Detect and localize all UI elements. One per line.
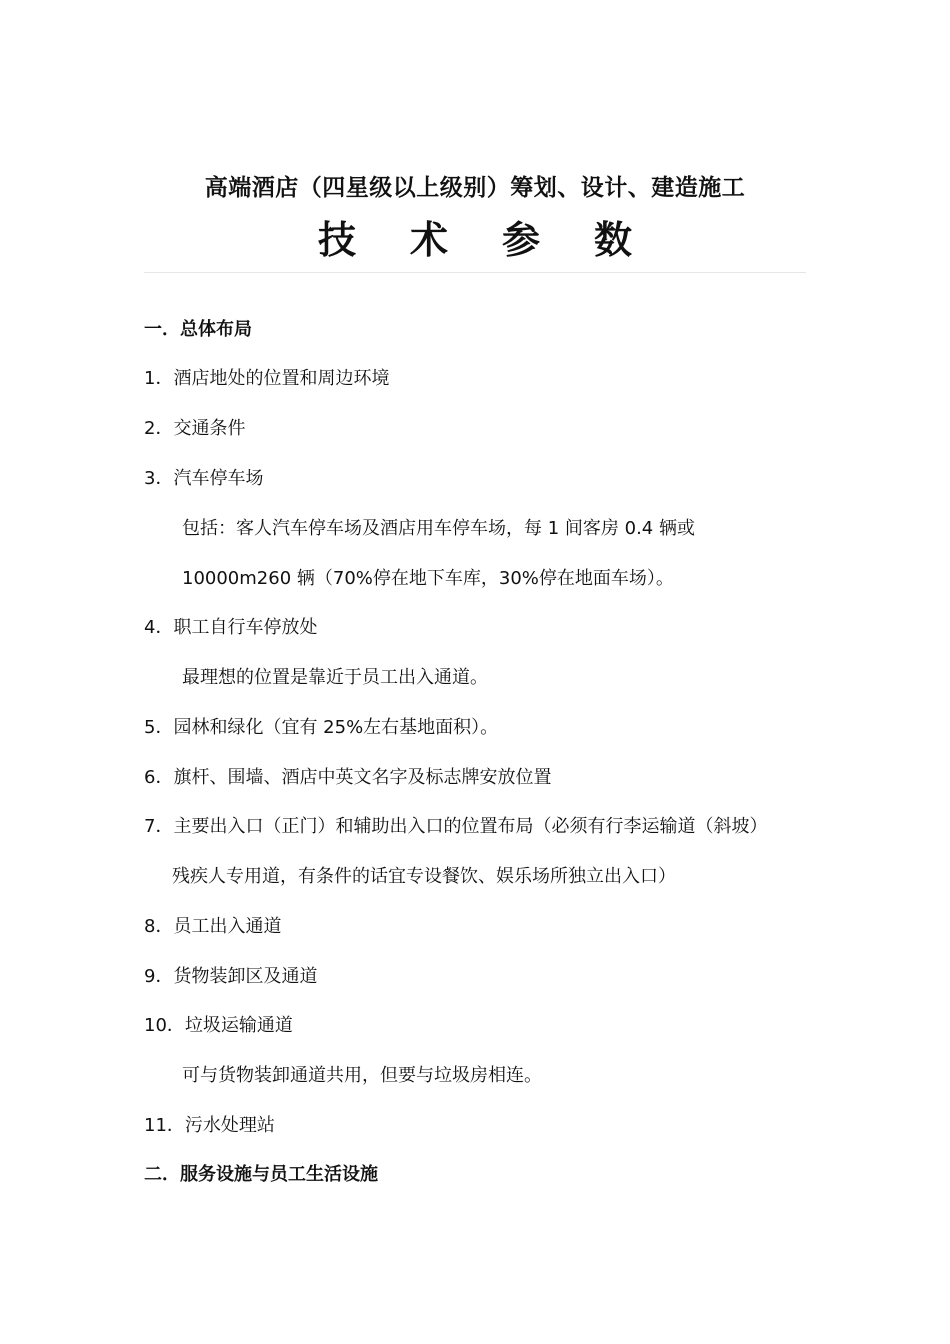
list-item-detail: 最理想的位置是靠近于员工出入通道。 (182, 667, 488, 688)
list-item-detail: 可与货物装卸通道共用，但要与垃圾房相连。 (182, 1065, 542, 1086)
list-item: 1．酒店地处的位置和周边环境 (144, 368, 390, 389)
list-item: 2．交通条件 (144, 418, 246, 439)
section-heading: 一．总体布局 (144, 319, 252, 340)
list-item-detail: 包括：客人汽车停车场及酒店用车停车场，每 1 间客房 0.4 辆或 (182, 518, 695, 539)
list-item: 6．旗杆、围墙、酒店中英文名字及标志牌安放位置 (144, 767, 552, 788)
list-item: 10．垃圾运输通道 (144, 1015, 293, 1036)
list-item: 3．汽车停车场 (144, 468, 264, 489)
list-item: 4．职工自行车停放处 (144, 617, 318, 638)
document-subtitle: 高端酒店（四星级以上级别）筹划、设计、建造施工 (204, 175, 746, 201)
list-item: 11．污水处理站 (144, 1115, 275, 1136)
list-item: 8．员工出入通道 (144, 916, 282, 937)
list-item: 5．园林和绿化（宜有 25%左右基地面积）。 (144, 717, 499, 738)
list-item-detail: 10000m260 辆（70%停在地下车库，30%停在地面车场）。 (182, 568, 674, 589)
list-item: 9．货物装卸区及通道 (144, 966, 318, 987)
document-title: 技术参数 (317, 218, 686, 262)
section-heading: 二．服务设施与员工生活设施 (144, 1164, 378, 1185)
list-item: 7．主要出入口（正门）和辅助出入口的位置布局（必须有行李运输道（斜坡） (144, 816, 768, 837)
list-item-continuation: 残疾人专用道，有条件的话宜专设餐饮、娱乐场所独立出入口） (172, 866, 676, 887)
title-divider (144, 272, 806, 273)
